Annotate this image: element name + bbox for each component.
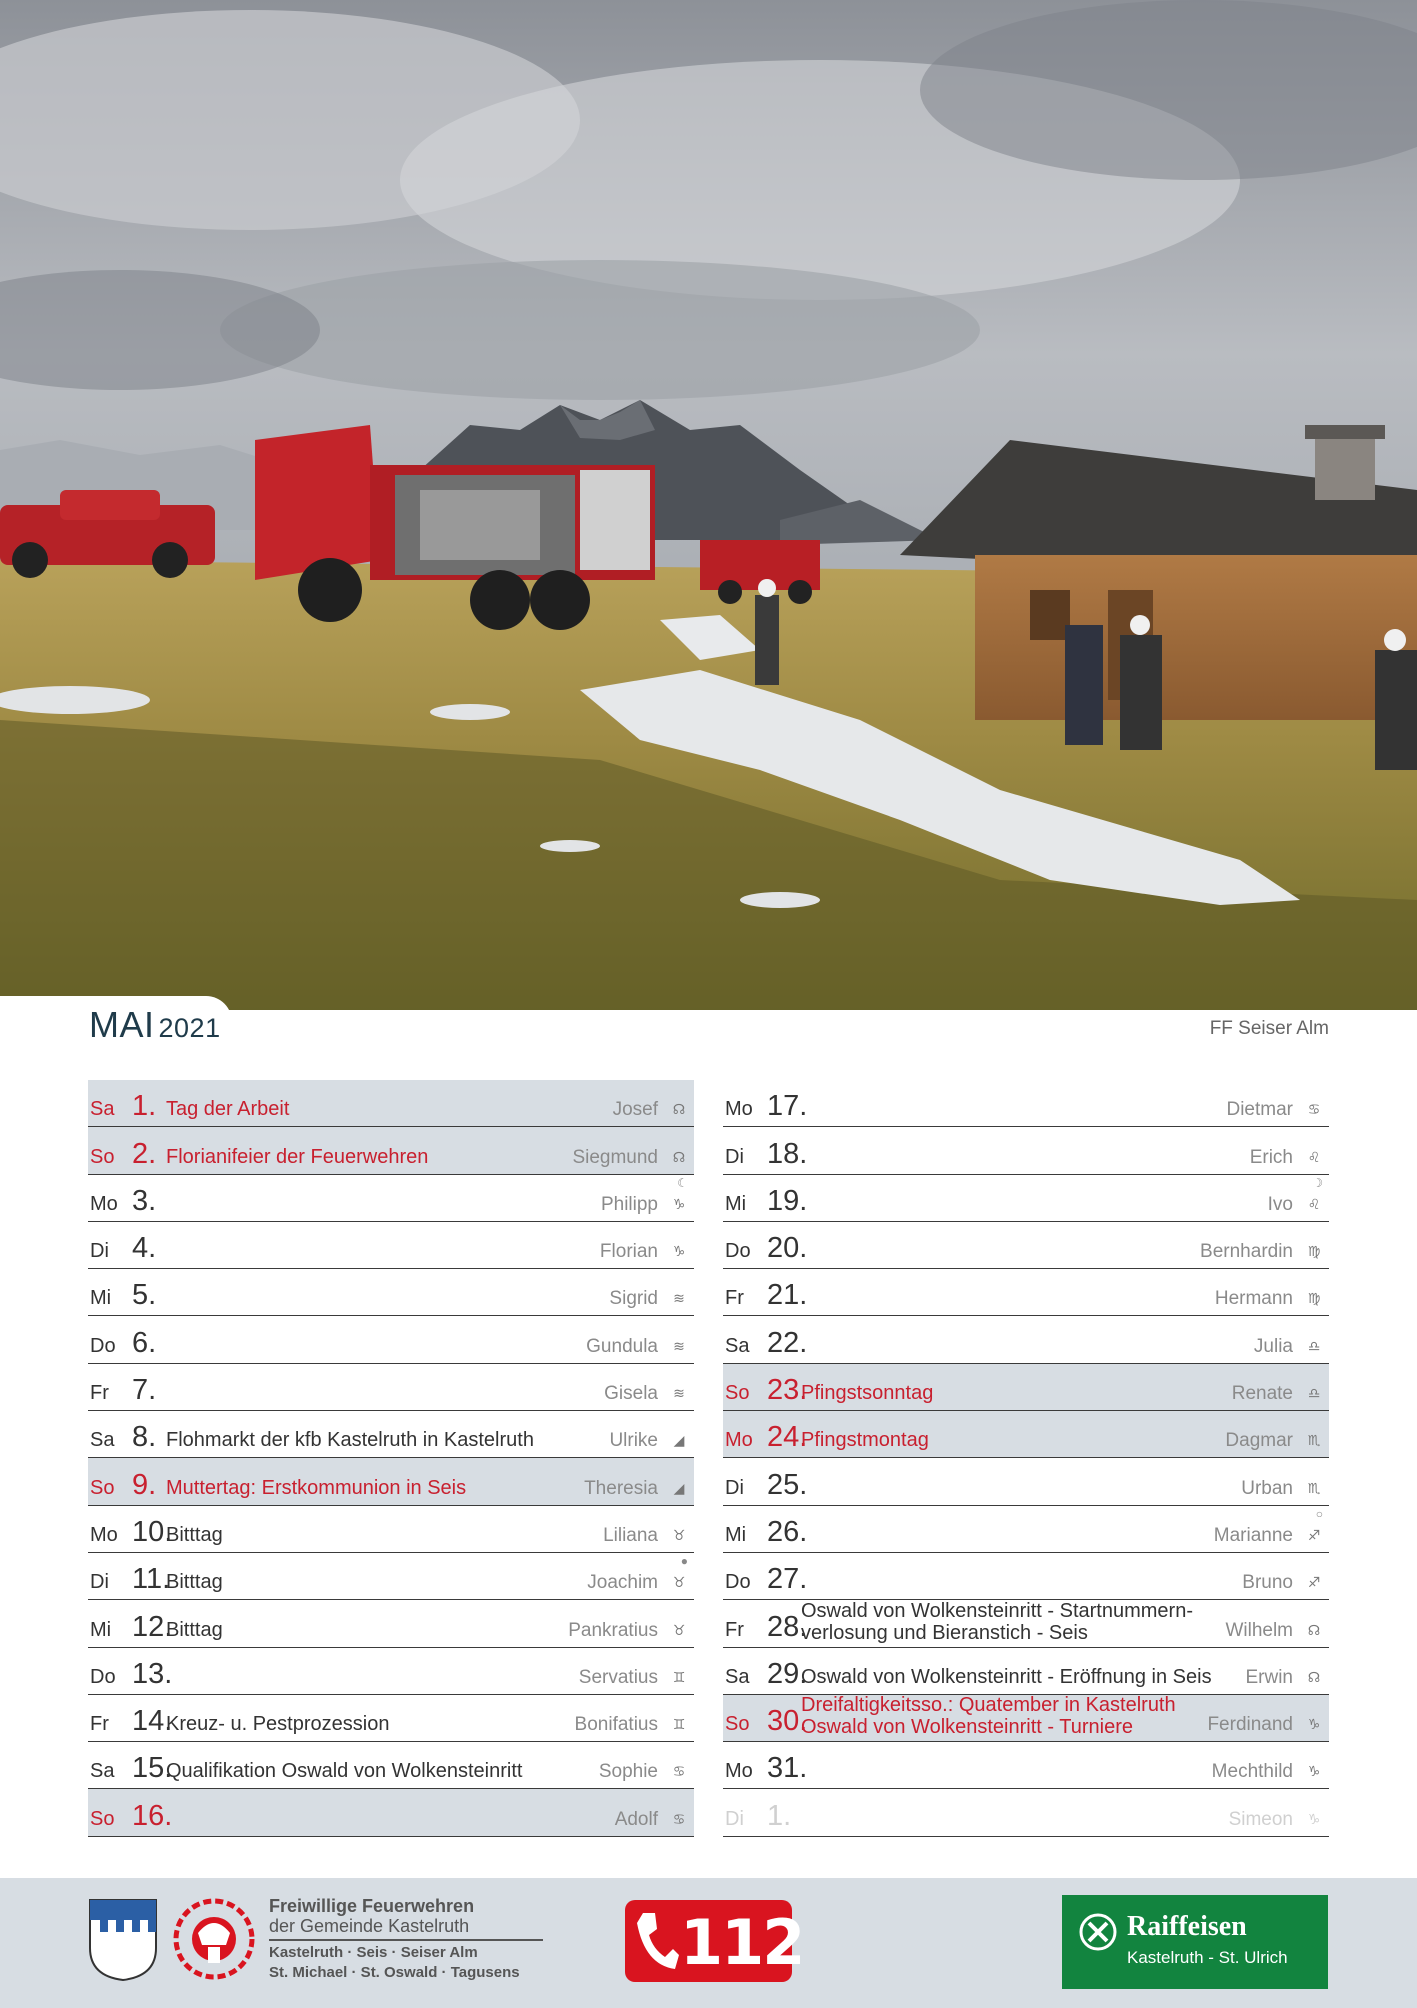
zodiac-icon: ♉ — [672, 1621, 686, 1638]
weekday-label: Di — [90, 1571, 109, 1594]
calendar-row — [88, 1175, 694, 1222]
event-line — [166, 1571, 223, 1593]
weekday-label: Mi — [725, 1192, 747, 1215]
calendar-row — [88, 1789, 694, 1836]
name-day: Bruno — [1242, 1572, 1293, 1594]
name-day: Bonifatius — [574, 1714, 658, 1736]
event-description: Oswald von Wolkensteinritt - Eröffnung in Seis — [801, 1665, 1212, 1688]
zodiac-icon: ☊ — [672, 1101, 686, 1118]
zodiac-icon: ≋ — [673, 1290, 685, 1307]
event-text — [166, 1524, 223, 1547]
day-number: 11. — [132, 1563, 171, 1596]
name-day: Florian — [599, 1241, 658, 1263]
event-line — [166, 1619, 223, 1641]
moon-phase-icon: ☾ — [677, 1175, 688, 1190]
name-day: Bernhardin — [1200, 1241, 1293, 1263]
calendar-row — [88, 1269, 694, 1316]
name-day: Pankratius — [568, 1619, 658, 1641]
event-line — [166, 1146, 428, 1168]
zodiac-icon: ◢ — [673, 1479, 685, 1496]
zodiac-icon: ♊ — [672, 1668, 686, 1685]
calendar-row — [723, 1411, 1329, 1458]
zodiac-icon: ♑ — [1307, 1810, 1321, 1827]
name-day: Sophie — [598, 1761, 658, 1783]
emergency-number-badge — [625, 1900, 804, 1982]
name-day: Philipp — [600, 1193, 658, 1215]
weekday-label: So — [90, 1476, 115, 1499]
zodiac-icon: ♋ — [672, 1810, 686, 1827]
event-text — [801, 1382, 933, 1405]
day-number: 16. — [132, 1799, 173, 1832]
event-text — [801, 1694, 1176, 1738]
event-text — [166, 1760, 522, 1783]
weekday-label: Sa — [90, 1098, 115, 1121]
weekday-label: Mi — [90, 1287, 112, 1310]
calendar-row — [88, 1742, 694, 1789]
event-text — [166, 1571, 223, 1594]
event-line — [166, 1477, 466, 1499]
day-number: 28. — [767, 1610, 808, 1643]
name-day: Ulrike — [609, 1430, 658, 1452]
day-number: 22. — [767, 1326, 808, 1359]
day-number: 27. — [767, 1563, 808, 1596]
event-description: Quatember in Kastelruth — [953, 1694, 1176, 1717]
event-line — [166, 1098, 289, 1120]
weekday-label: So — [725, 1382, 750, 1405]
calendar-row — [88, 1553, 694, 1600]
name-day: Julia — [1253, 1335, 1293, 1357]
weekday-label: Mo — [725, 1429, 753, 1452]
event-line — [801, 1382, 933, 1404]
day-number: 10. — [132, 1515, 173, 1548]
weekday-label: Sa — [725, 1334, 750, 1357]
calendar-row — [88, 1600, 694, 1647]
holiday-name: Dreifaltigkeitsso.: — [801, 1694, 954, 1717]
sponsor-logo — [1062, 1895, 1328, 1989]
day-number: 7. — [132, 1374, 157, 1407]
calendar-row — [723, 1506, 1329, 1553]
day-number: 29. — [767, 1657, 808, 1690]
zodiac-icon: ♍ — [1307, 1290, 1321, 1307]
name-day: Liliana — [603, 1524, 658, 1546]
calendar-row — [723, 1458, 1329, 1505]
event-text — [801, 1429, 929, 1452]
weekday-label: Mo — [725, 1760, 753, 1783]
day-number: 30. — [767, 1705, 808, 1738]
name-day: Urban — [1241, 1477, 1293, 1499]
day-number: 1. — [132, 1090, 157, 1123]
department-label: FF Seiser Alm — [1209, 1018, 1329, 1039]
calendar-row — [723, 1316, 1329, 1363]
event-description: Kreuz- u. Pestprozession — [166, 1713, 390, 1736]
zodiac-icon: ♑ — [672, 1243, 686, 1260]
event-text — [166, 1713, 389, 1736]
sponsor-name: Raiffeisen — [1127, 1911, 1247, 1942]
month-title — [89, 1004, 221, 1046]
zodiac-icon: ♋ — [672, 1763, 686, 1780]
name-day: Erich — [1249, 1146, 1293, 1168]
day-number: 19. — [767, 1184, 808, 1217]
moon-phase-icon: ☽ — [1312, 1175, 1323, 1190]
org-locations-1: Kastelruth · Seis · Seiser Alm — [269, 1943, 478, 1961]
event-text — [166, 1146, 428, 1169]
name-day: Erwin — [1245, 1666, 1293, 1688]
day-number: 17. — [767, 1090, 808, 1123]
day-number: 1. — [767, 1799, 792, 1832]
name-day: Marianne — [1213, 1524, 1293, 1546]
zodiac-icon: ♐ — [1307, 1574, 1321, 1591]
name-day: Dietmar — [1226, 1099, 1293, 1121]
zodiac-icon: ◢ — [673, 1432, 685, 1449]
event-line — [801, 1694, 1176, 1716]
emergency-number: 112 — [680, 1906, 804, 1979]
weekday-label: Mo — [90, 1192, 118, 1215]
day-number: 21. — [767, 1279, 808, 1312]
zodiac-icon: ♉ — [672, 1526, 686, 1543]
weekday-label: Di — [90, 1240, 109, 1263]
calendar-row — [723, 1175, 1329, 1222]
municipality-crest — [88, 1898, 158, 1987]
calendar-row — [88, 1695, 694, 1742]
calendar-row — [723, 1600, 1329, 1647]
moon-phase-icon: ○ — [1315, 1506, 1323, 1521]
weekday-label: So — [725, 1713, 750, 1736]
zodiac-icon: ♑ — [1307, 1763, 1321, 1780]
raiffeisen-icon — [1079, 1913, 1117, 1956]
day-number: 31. — [767, 1752, 808, 1785]
weekday-label: So — [90, 1807, 115, 1830]
zodiac-icon: ♎ — [1307, 1385, 1321, 1402]
calendar-row — [723, 1648, 1329, 1695]
weekday-label: Do — [725, 1240, 751, 1263]
event-line — [166, 1713, 389, 1735]
event-line — [166, 1524, 223, 1546]
event-description: Florianifeier der Feuerwehren — [166, 1145, 429, 1168]
day-number: 26. — [767, 1515, 808, 1548]
weekday-label: Do — [90, 1665, 116, 1688]
name-day: Renate — [1231, 1383, 1293, 1405]
day-number: 25. — [767, 1468, 808, 1501]
weekday-label: Sa — [90, 1429, 115, 1452]
calendar-row — [723, 1269, 1329, 1316]
zodiac-icon: ☊ — [1307, 1621, 1321, 1638]
day-number: 4. — [132, 1232, 157, 1265]
name-day: Wilhelm — [1225, 1619, 1293, 1641]
sponsor-location: Kastelruth - St. Ulrich — [1127, 1948, 1288, 1967]
calendar-row — [723, 1080, 1329, 1127]
event-line — [801, 1600, 1193, 1622]
weekday-label: Mi — [725, 1523, 747, 1546]
org-municipality: der Gemeinde Kastelruth — [269, 1916, 470, 1936]
event-description-line2: verlosung und Bieranstich - Seis — [801, 1621, 1088, 1644]
weekday-label: Mo — [90, 1523, 118, 1546]
day-number: 13. — [132, 1657, 173, 1690]
calendar-row — [88, 1458, 694, 1505]
zodiac-icon: ♏ — [1307, 1432, 1321, 1449]
calendar-row — [723, 1127, 1329, 1174]
name-day: Gundula — [586, 1335, 658, 1357]
weekday-label: Di — [725, 1145, 744, 1168]
calendar-row — [723, 1222, 1329, 1269]
event-description: Qualifikation Oswald von Wolkensteinritt — [166, 1760, 523, 1783]
event-text — [166, 1429, 534, 1452]
calendar-row — [88, 1648, 694, 1695]
event-description: Bitttag — [166, 1523, 223, 1546]
fire-brigade-emblem — [168, 1893, 260, 1990]
event-description: Oswald von Wolkensteinritt - Startnummern- — [801, 1599, 1193, 1622]
organisation-block — [269, 1896, 543, 1983]
zodiac-icon: ♍ — [1307, 1243, 1321, 1260]
weekday-label: Fr — [90, 1382, 109, 1405]
weekday-label: So — [90, 1145, 115, 1168]
day-number: 14. — [132, 1705, 173, 1738]
zodiac-icon: ♉ — [672, 1574, 686, 1591]
zodiac-icon: ☊ — [1307, 1668, 1321, 1685]
name-day: Adolf — [614, 1808, 658, 1830]
weekday-label: Do — [725, 1571, 751, 1594]
calendar-row — [88, 1080, 694, 1127]
zodiac-icon: ≋ — [673, 1337, 685, 1354]
zodiac-icon: ♌ — [1307, 1195, 1321, 1212]
event-text — [166, 1477, 466, 1500]
event-text — [801, 1600, 1193, 1644]
weekday-label: Mi — [90, 1618, 112, 1641]
calendar-row — [88, 1411, 694, 1458]
calendar-row — [723, 1742, 1329, 1789]
weekday-label: Di — [725, 1807, 744, 1830]
event-text — [166, 1619, 223, 1642]
day-number: 18. — [767, 1137, 808, 1170]
name-day: Siegmund — [572, 1146, 658, 1168]
day-number: 6. — [132, 1326, 157, 1359]
zodiac-icon: ♐ — [1307, 1526, 1321, 1543]
day-number: 24. — [767, 1421, 808, 1454]
day-number: 8. — [132, 1421, 157, 1454]
calendar-row — [723, 1789, 1329, 1836]
weekday-label: Fr — [725, 1287, 744, 1310]
zodiac-icon: ≋ — [673, 1385, 685, 1402]
event-description: Flohmarkt der kfb Kastelruth in Kastelruth — [166, 1429, 534, 1452]
day-number: 9. — [132, 1468, 157, 1501]
event-line — [801, 1666, 1212, 1688]
calendar-column-right — [723, 1080, 1329, 1837]
weekday-label: Fr — [725, 1618, 744, 1641]
name-day: Dagmar — [1225, 1430, 1293, 1452]
calendar-row — [88, 1316, 694, 1363]
weekday-label: Sa — [90, 1760, 115, 1783]
name-day: Theresia — [584, 1477, 658, 1499]
name-day: Joachim — [587, 1572, 658, 1594]
zodiac-icon: ♑ — [672, 1195, 686, 1212]
holiday-name: Pfingstmontag — [801, 1429, 929, 1452]
zodiac-icon: ♑ — [1307, 1716, 1321, 1733]
name-day: Mechthild — [1211, 1761, 1293, 1783]
holiday-name: Tag der Arbeit — [166, 1098, 290, 1121]
name-day: Simeon — [1228, 1808, 1293, 1830]
event-description: Erstkommunion in Seis — [256, 1476, 467, 1499]
calendar-row — [88, 1506, 694, 1553]
zodiac-icon: ♋ — [1307, 1101, 1321, 1118]
zodiac-icon: ♌ — [1307, 1148, 1321, 1165]
day-number: 5. — [132, 1279, 157, 1312]
event-line — [801, 1429, 929, 1451]
day-number: 23. — [767, 1374, 808, 1407]
name-day: Sigrid — [609, 1288, 658, 1310]
weekday-label: Di — [725, 1476, 744, 1499]
zodiac-icon: ☊ — [672, 1148, 686, 1165]
event-description-line2: Oswald von Wolkensteinritt - Turniere — [801, 1716, 1133, 1739]
name-day: Gisela — [604, 1383, 658, 1405]
name-day: Ivo — [1267, 1193, 1293, 1215]
day-number: 20. — [767, 1232, 808, 1265]
day-number: 12. — [132, 1610, 173, 1643]
org-locations-2: St. Michael · St. Oswald · Tagusens — [269, 1963, 520, 1981]
calendar-row — [88, 1222, 694, 1269]
moon-phase-icon: ● — [680, 1553, 688, 1568]
org-divider — [269, 1939, 543, 1941]
calendar-row — [88, 1127, 694, 1174]
zodiac-icon: ♊ — [672, 1716, 686, 1733]
weekday-label: Fr — [90, 1713, 109, 1736]
day-number: 15. — [132, 1752, 173, 1785]
weekday-label: Mo — [725, 1098, 753, 1121]
name-day: Servatius — [578, 1666, 658, 1688]
zodiac-icon: ♎ — [1307, 1337, 1321, 1354]
event-description: Bitttag — [166, 1618, 223, 1641]
year-label: 2021 — [158, 1013, 221, 1043]
weekday-label: Sa — [725, 1665, 750, 1688]
calendar-column-left — [88, 1080, 694, 1837]
calendar-row — [88, 1364, 694, 1411]
day-number: 2. — [132, 1137, 157, 1170]
calendar-row — [723, 1553, 1329, 1600]
event-description: Bitttag — [166, 1571, 223, 1594]
org-name: Freiwillige Feuerwehren — [269, 1896, 475, 1916]
weekday-label: Do — [90, 1334, 116, 1357]
event-text — [801, 1666, 1212, 1689]
holiday-name: Pfingstsonntag — [801, 1382, 934, 1405]
name-day: Hermann — [1214, 1288, 1293, 1310]
name-day: Ferdinand — [1207, 1714, 1293, 1736]
calendar-row — [723, 1695, 1329, 1742]
zodiac-icon: ♏ — [1307, 1479, 1321, 1496]
name-day: Josef — [612, 1099, 658, 1121]
phone-icon — [635, 1909, 679, 1978]
event-line — [166, 1760, 522, 1782]
calendar-row — [723, 1364, 1329, 1411]
month-label: MAI — [89, 1004, 155, 1045]
day-number: 3. — [132, 1184, 157, 1217]
event-line — [166, 1429, 534, 1451]
holiday-name: Muttertag: — [166, 1476, 257, 1499]
event-text — [166, 1098, 289, 1121]
